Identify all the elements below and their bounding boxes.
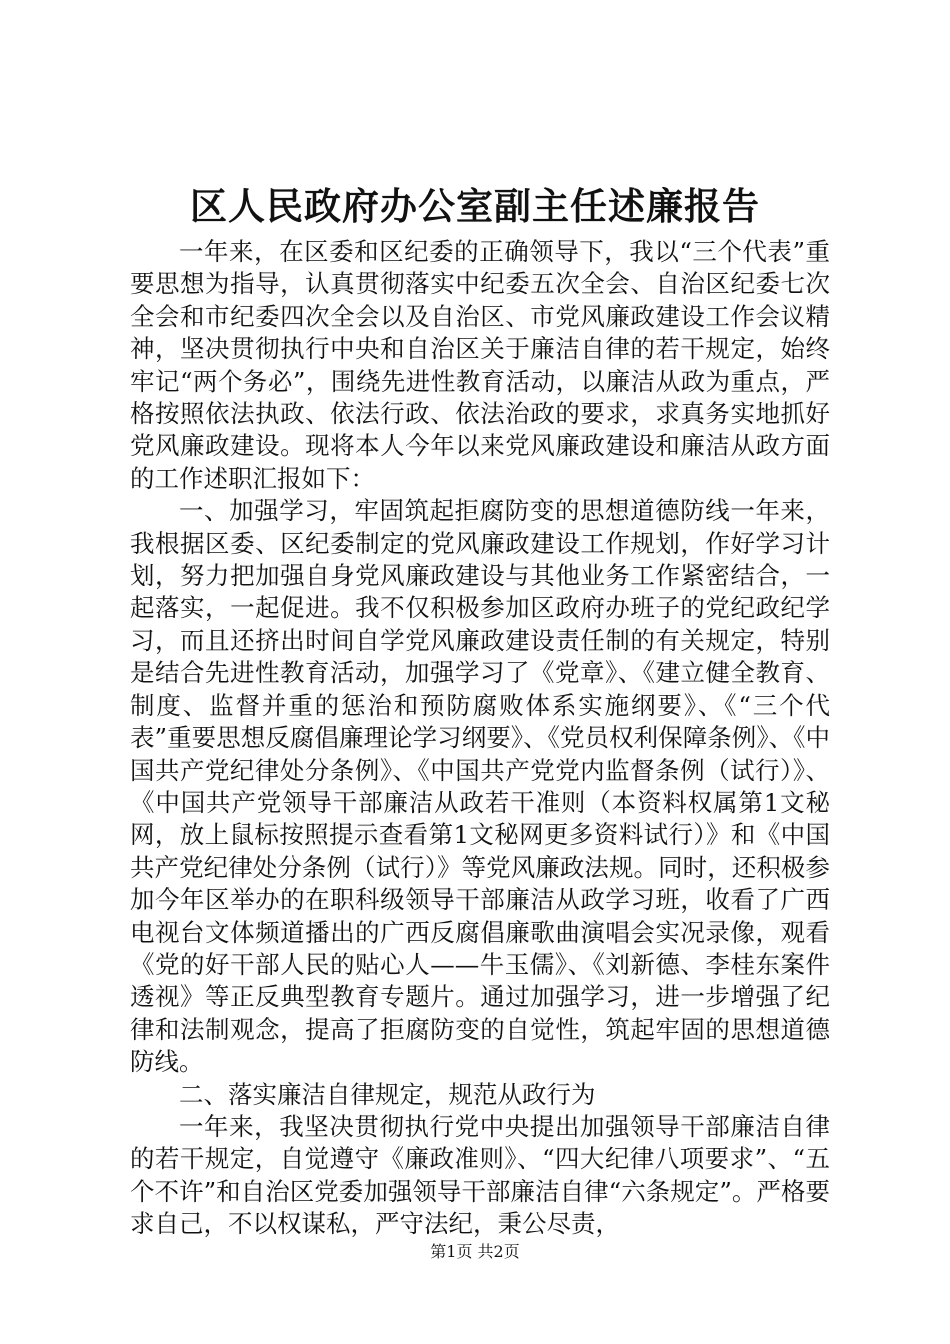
- document-title: 区人民政府办公室副主任述廉报告: [190, 184, 760, 228]
- paragraph-intro: 一年来，在区委和区纪委的正确领导下，我以“三个代表”重要思想为指导，认真贯彻落实中纪委五次全会、自治区纪委七次全会和市纪委四次全会以及自治区、市党风廉政建设工作会议精神，坚决贯彻执行中央和自治区关于廉洁自律的若干规定，始终牢记“两个务必”，围绕先进性教育活动，以廉洁从政为重点，严格按照依法执政、依法行政、依法治政的要求，求真务实地抓好党风廉政建设。现将本人今年以来党风廉政建设和廉洁从政方面的工作述职汇报如下：: [130, 237, 830, 493]
- page-footer: [0, 1240, 950, 1264]
- page-indicator: 第1页 共2页: [430, 1242, 520, 1261]
- paragraph-section-one: 一、加强学习，牢固筑起拒腐防变的思想道德防线一年来，我根据区委、区纪委制定的党风廉政建设工作规划，作好学习计划，努力把加强自身党风廉政建设与其他业务工作紧密结合，一起落实，一起促进。我不仅积极参加区政府办班子的党纪政纪学习，而且还挤出时间自学党风廉政建设责任制的有关规定，特别是结合先进性教育活动，加强学习了《党章》、《建立健全教育、制度、监督并重的惩治和预防腐败体系实施纲要》、《“三个代表”重要思想反腐倡廉理论学习纲要》、《党员权利保障条例》、《中国共产党纪律处分条例》、《中国共产党党内监督条例（试行）》、《中国共产党领导干部廉洁从政若干准则（本资料权属第1文秘网，放上鼠标按照提示查看第1文秘网更多资料试行）》和《中国共产党纪律处分条例（试行）》等党风廉政法规。同时，还积极参加今年区举办的在职科级领导干部廉洁从政学习班，收看了广西电视台文体频道播出的广西反腐倡廉歌曲演唱会实况录像，观看《党的好干部人民的贴心人——牛玉儒》、《刘新德、李桂东案件透视》等正反典型教育专题片。通过加强学习，进一步增强了纪律和法制观念，提高了拒腐防变的自觉性，筑起牢固的思想道德防线。: [130, 496, 830, 1077]
- paragraph-section-two: 一年来，我坚决贯彻执行党中央提出加强领导干部廉洁自律的若干规定，自觉遵守《廉政准则》、“四大纪律八项要求”、“五个不许”和自治区党委加强领导干部廉洁自律“六条规定”。严格要求自己，不以权谋私，严守法纪，秉公尽责，: [130, 1111, 830, 1239]
- document-body: [130, 236, 830, 1241]
- section-heading-two: 二、落实廉洁自律规定，规范从政行为: [179, 1079, 596, 1109]
